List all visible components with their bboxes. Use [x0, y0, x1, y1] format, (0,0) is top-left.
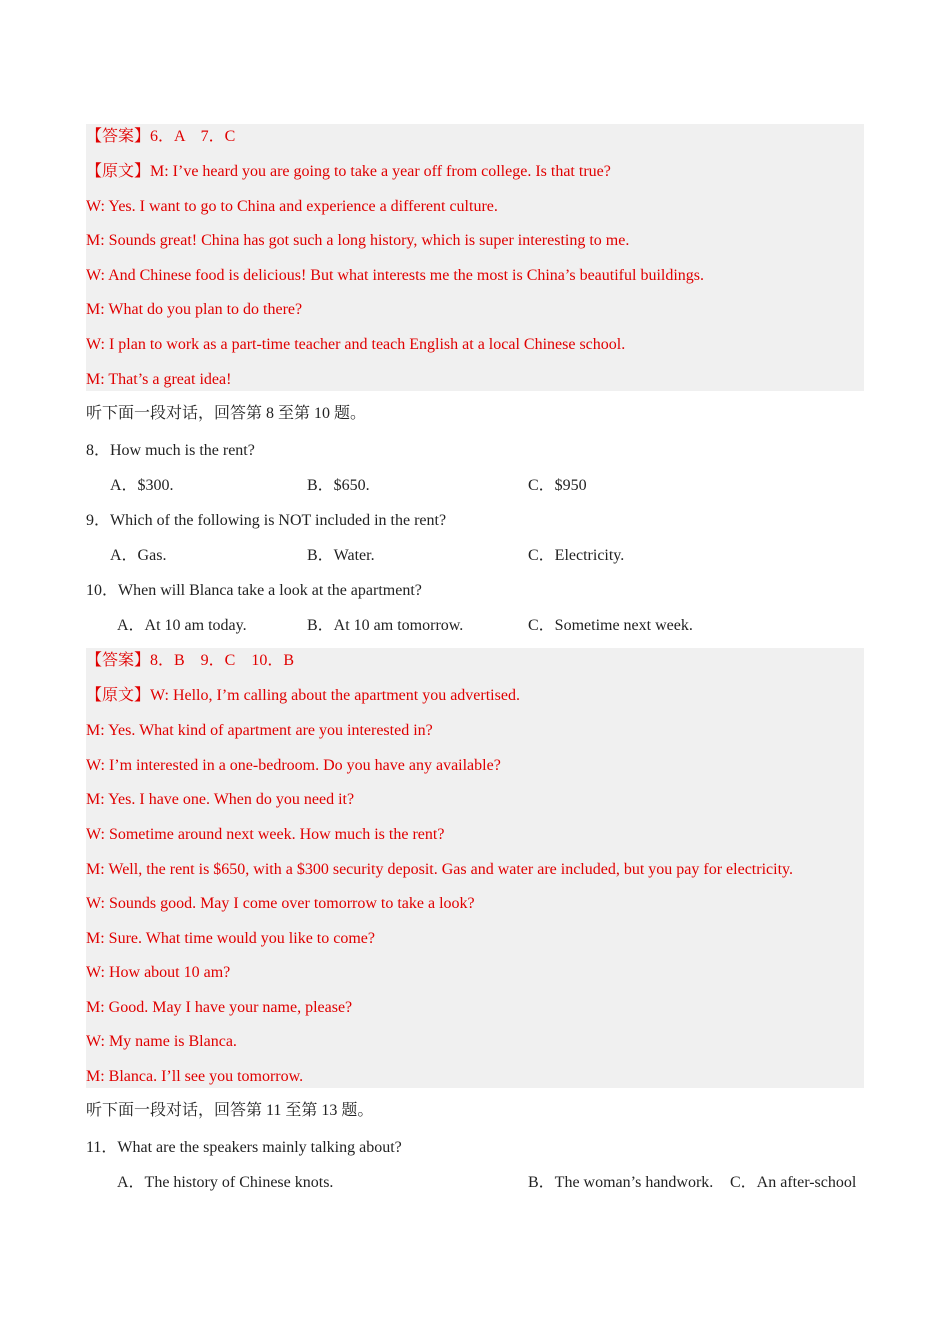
- transcript-line: W: Sounds good. May I come over tomorrow to take a look?: [86, 895, 475, 912]
- section-instruction: 听下面一段对话，回答第 11 至第 13 题。: [86, 1102, 374, 1119]
- question-10: 10．When will Blanca take a look at the apartment?: [86, 582, 422, 599]
- option-c: C．An after-school: [730, 1174, 857, 1191]
- transcript-line: 【原文】M: I’ve heard you are going to take a year off from college. Is that true?: [86, 163, 611, 180]
- transcript-line: M: Blanca. I’ll see you tomorrow.: [86, 1068, 304, 1085]
- transcript-line: M: That’s a great idea!: [86, 371, 232, 388]
- option-a: A．Gas.: [110, 547, 167, 564]
- transcript-line: M: Sounds great! China has got such a long history, which is super interesting to me.: [86, 232, 630, 249]
- option-b: B．The woman’s handwork.: [528, 1174, 714, 1191]
- transcript-line: M: Good. May I have your name, please?: [86, 999, 353, 1016]
- question-9: 9．Which of the following is NOT included in the rent?: [86, 512, 447, 529]
- option-a: A．At 10 am today.: [117, 617, 247, 634]
- question-11: 11．What are the speakers mainly talking about?: [86, 1139, 402, 1156]
- option-b: B．Water.: [307, 547, 375, 564]
- section-instruction: 听下面一段对话，回答第 8 至第 10 题。: [86, 405, 367, 422]
- transcript-line: M: Well, the rent is $650, with a $300 security deposit. Gas and water are included, but you pay for electricity.: [86, 861, 793, 878]
- option-c: C．Sometime next week.: [528, 617, 693, 634]
- transcript-line: W: Yes. I want to go to China and experience a different culture.: [86, 198, 498, 215]
- option-b: B．$650.: [307, 477, 370, 494]
- option-a: A．The history of Chinese knots.: [117, 1174, 334, 1191]
- transcript-line: W: I plan to work as a part-time teacher and teach English at a local Chinese school.: [86, 336, 626, 353]
- option-c: C．$950: [528, 477, 587, 494]
- option-c: C．Electricity.: [528, 547, 625, 564]
- answer-key-1: 【答案】6．A 7．C: [86, 128, 236, 145]
- transcript-line: M: What do you plan to do there?: [86, 301, 303, 318]
- transcript-line: 【原文】W: Hello, I’m calling about the apartment you advertised.: [86, 687, 520, 704]
- option-b: B．At 10 am tomorrow.: [307, 617, 464, 634]
- transcript-line: M: Sure. What time would you like to come?: [86, 930, 375, 947]
- answer-key-2: 【答案】8．B 9．C 10．B: [86, 652, 295, 669]
- question-8: 8．How much is the rent?: [86, 442, 255, 459]
- transcript-line: W: And Chinese food is delicious! But what interests me the most is China’s beautiful buildings.: [86, 267, 705, 284]
- transcript-line: W: Sometime around next week. How much is the rent?: [86, 826, 445, 843]
- transcript-line: W: I’m interested in a one-bedroom. Do you have any available?: [86, 757, 501, 774]
- transcript-line: W: My name is Blanca.: [86, 1033, 237, 1050]
- transcript-line: M: Yes. I have one. When do you need it?: [86, 791, 355, 808]
- transcript-line: M: Yes. What kind of apartment are you interested in?: [86, 722, 433, 739]
- option-a: A．$300.: [110, 477, 174, 494]
- transcript-line: W: How about 10 am?: [86, 964, 231, 981]
